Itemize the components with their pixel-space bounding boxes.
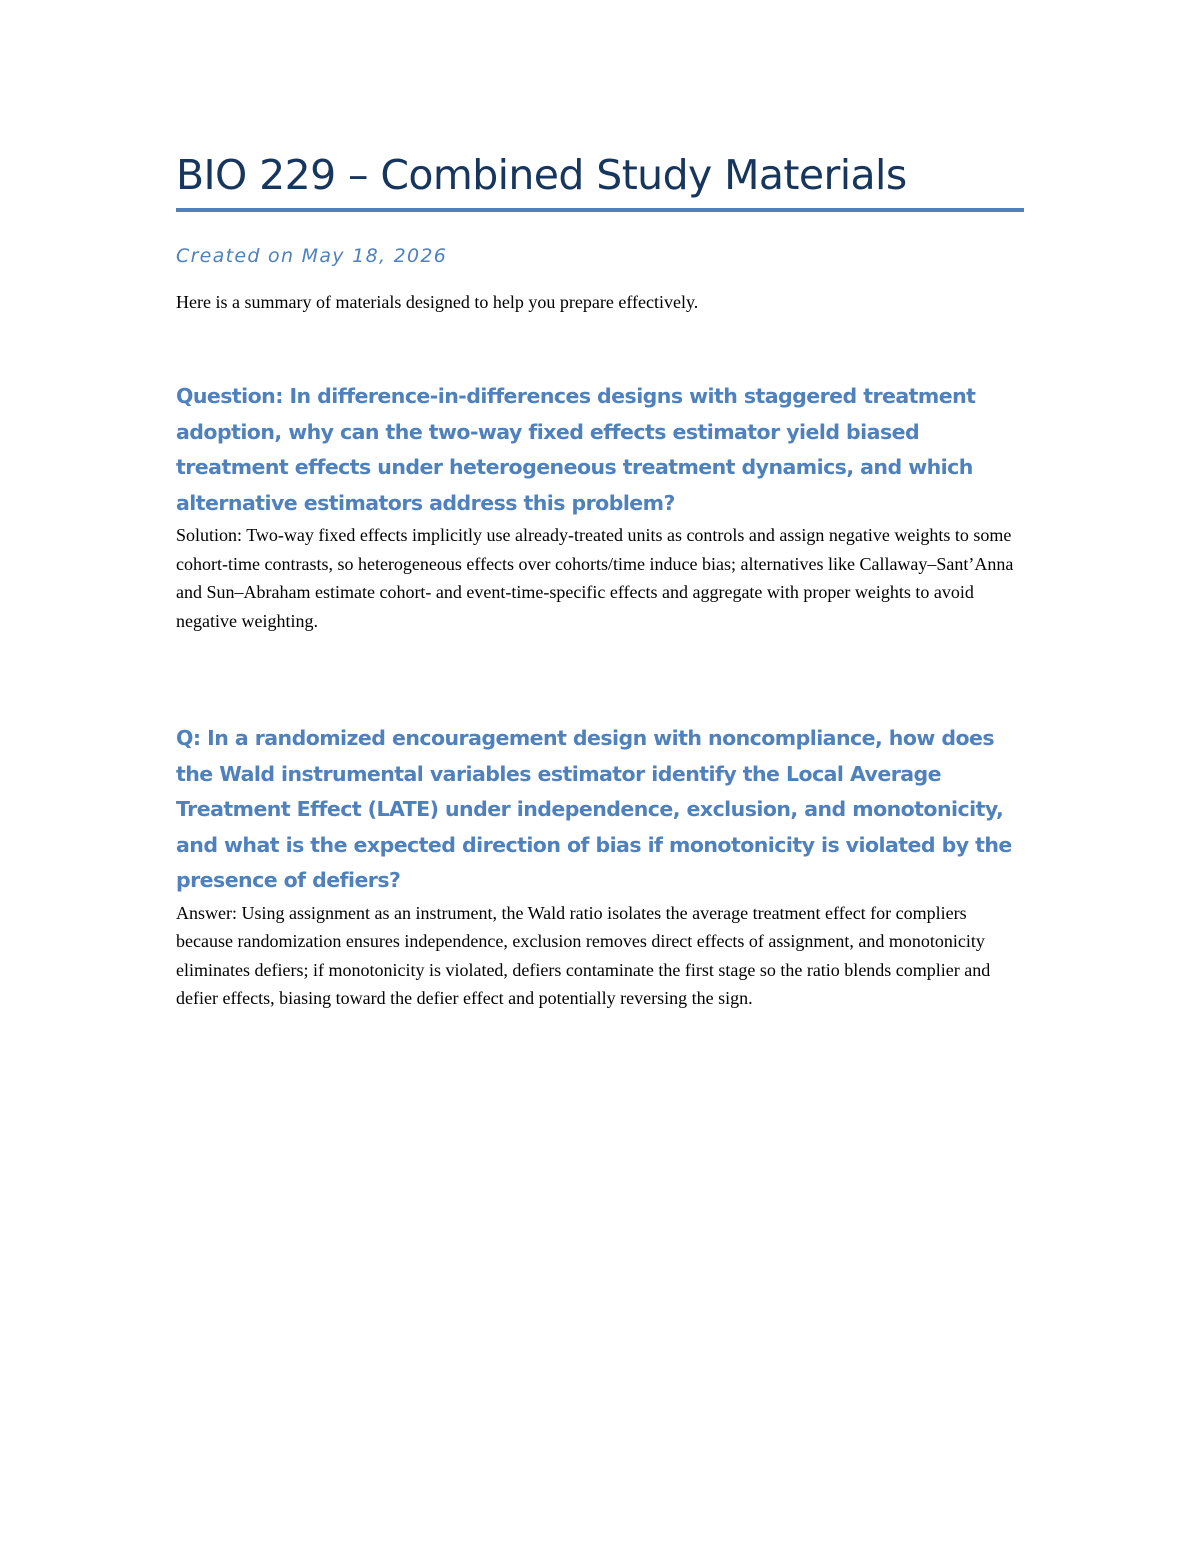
answer-paragraph: Solution: Two-way fixed effects implicitly use already-treated units as controls and assign negative weights to some cohort-time contrasts, so heterogeneous effects over cohorts/time induce bias; alternatives like Callaway–Sant’Anna and Sun–Abraham estimate cohort- and event-time-specific effects and aggregate with proper weights to avoid negative weighting.	[176, 525, 1014, 631]
qa-item	[176, 721, 1024, 1013]
answer-paragraph: Answer: Using assignment as an instrument, the Wald ratio isolates the average treatment effect for compliers because randomization ensures independence, exclusion removes direct effects of assignment, and monotonicity eliminates defiers; if monotonicity is violated, defiers contaminate the first stage so the ratio blends complier and defier effects, biasing toward the defier effect and potentially reversing the sign.	[176, 902, 991, 1008]
qa-item	[176, 379, 1024, 635]
document-subtitle: Created on May 18, 2026	[176, 245, 448, 267]
question-heading: Q: In a randomized encouragement design with noncompliance, how does the Wald instrumental variables estimator identify the Local Average Treatment Effect (LATE) under independence, exclusion, and monotonicity, and what is the expected direction of bias if monotonicity is violated by the presence of defiers?	[176, 726, 1012, 892]
question-heading: Question: In difference-in-differences designs with staggered treatment adoption, why can the two-way fixed effects estimator yield biased treatment effects under heterogeneous treatment dynamics, and which alternative estimators address this problem?	[176, 384, 976, 515]
intro-paragraph: Here is a summary of materials designed to help you prepare effectively.	[176, 292, 699, 312]
document-title: BIO 229 – Combined Study Materials	[176, 151, 907, 199]
title-underline-rule	[176, 208, 1024, 212]
document-body	[176, 148, 1024, 1013]
